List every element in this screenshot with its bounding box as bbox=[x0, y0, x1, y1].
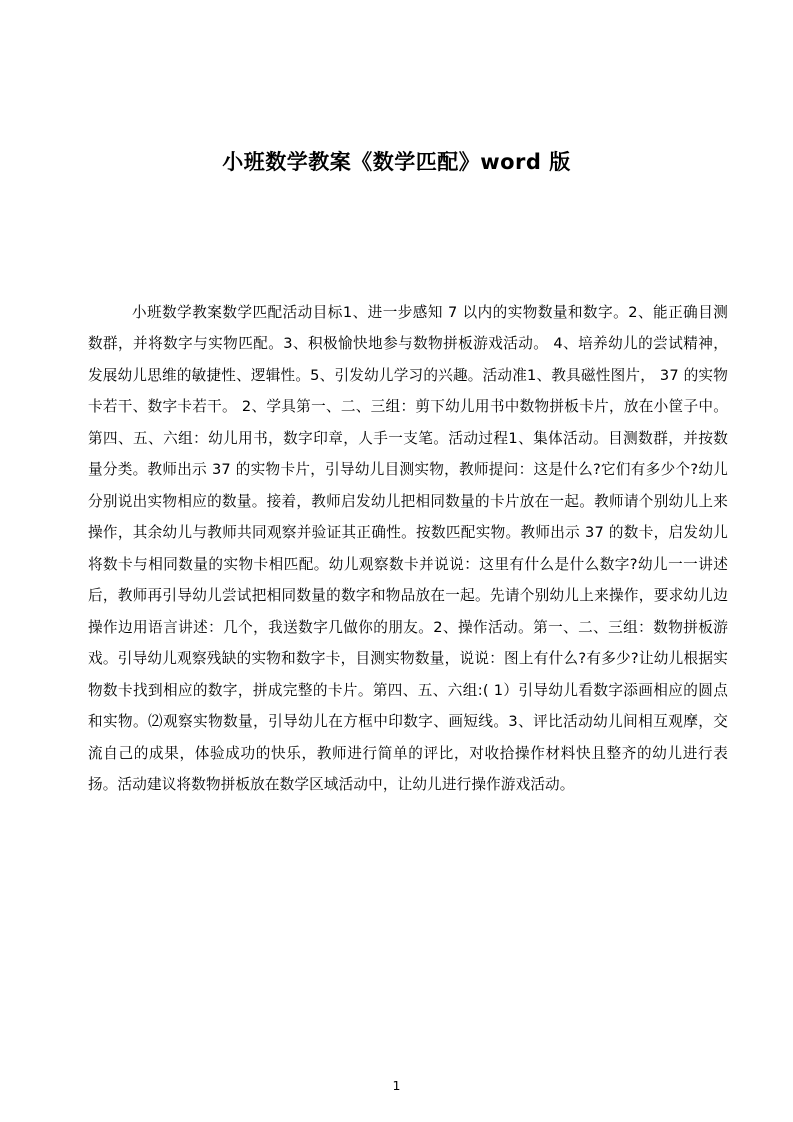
document-body bbox=[88, 282, 728, 815]
body-paragraph: 小班数学教案数学匹配活动目标1、进一步感知 7 以内的实物数量和数字。2、能正确目测数群，并将数字与实物匹配。3、积极愉快地参与数物拼板游戏活动。 4、培养幼儿的尝试精神，发展幼儿思维的敏捷性、逻辑性。5、引发幼儿学习的兴趣。活动准1、教具磁性图片， 37 的实物卡若干、数字卡若干。 2、学具第一、二、三组：剪下幼儿用书中数物拼板卡片，放在小筐子中。第四、五、六组：幼儿用书，数字印章，人手一支笔。活动过程1、集体活动。目测数群，并按数量分类。教师出示 37 的实物卡片，引导幼儿目测实物，教师提问：这是什么?它们有多少个?幼儿分别说出实物相应的数量。接着，教师启发幼儿把相同数量的卡片放在一起。教师请个别幼儿上来操作，其余幼儿与教师共同观察并验证其正确性。按数匹配实物。教师出示 37 的数卡，启发幼儿将数卡与相同数量的实物卡相匹配。幼儿观察数卡并说说：这里有什么是什么数字?幼儿一一讲述后，教师再引导幼儿尝试把相同数量的数字和物品放在一起。先请个别幼儿上来操作，要求幼儿边操作边用语言讲述：几个，我送数字几做你的朋友。2、操作活动。第一、二、三组：数物拼板游戏。引导幼儿观察残缺的实物和数字卡，目测实物数量，说说：图上有什么?有多少?让幼儿根据实物数卡找到相应的数字，拼成完整的卡片。第四、五、六组:( 1）引导幼儿看数字添画相应的圆点和实物。⑵观察实物数量，引导幼儿在方框中印数字、画短线。3、评比活动幼儿间相互观摩，交流自己的成果，体验成功的快乐，教师进行简单的评比，对收拾操作材料快且整齐的幼儿进行表扬。活动建议将数物拼板放在数学区域活动中，让幼儿进行操作游戏活动。 bbox=[88, 303, 728, 794]
page-title: 小班数学教案《数学匹配》word 版 bbox=[222, 150, 571, 175]
page-number: 1 bbox=[392, 1078, 401, 1093]
